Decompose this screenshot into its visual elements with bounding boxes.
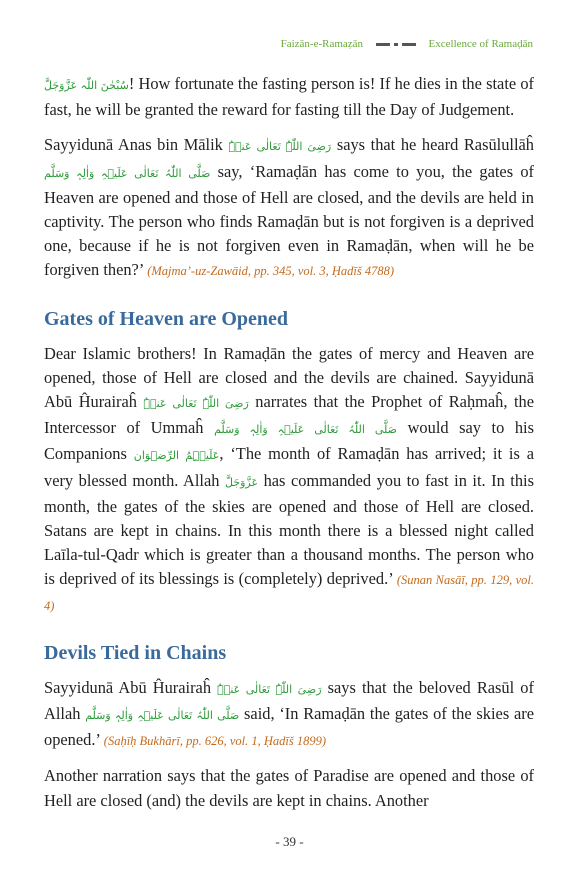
reference: (Majma’-uz-Zawāid, pp. 345, vol. 3, Ḥadīš 4788)	[147, 264, 395, 279]
page-body	[44, 72, 534, 813]
arabic-phrase: صَلَّی اللّٰہُ تَعَالٰی عَلَیۡہِ وَاٰلِہٖ وَسَلَّم	[214, 423, 398, 437]
paragraph-3: Dear Islamic brothers! In Ramaḍān the gates of mercy and Heaven are opened, those of Hell are closed and the devils are chained. Sayyidunā Abū Ĥurairaĥ رَضِیَ اللّٰہُ تَعَالٰی عَنۡہُ narrates that the Prophet of Raḥmaĥ, the Intercessor of Ummaĥ صَلَّی اللّٰہُ تَعَالٰی عَلَیۡہِ وَاٰلِہٖ وَسَلَّم would say to his Companions عَلَیۡہِمُ الرِّضۡوَان, ‘The month of Ramaḍān has arrived; it is a very blessed month. Allah عَزَّوَجَلَّ has commanded you to fast in it. In this month, the gates of the skies are opened and those of Hell are closed. Satans are kept in chains. In this month there is a blessed night called Laīla-tul-Qadr which is greater than a thousand months. The person who is deprived of its blessings is (completely) deprived.’ (Sunan Nasāī, pp. 129, vol. 4)	[44, 343, 534, 613]
arabic-phrase: عَلَیۡہِمُ الرِّضۡوَان	[133, 449, 220, 463]
paragraph-5: Another narration says that the gates of Paradise are opened and those of Hell are closed (and) the devils are kept in chains. Another	[44, 766, 534, 810]
paragraph-2: Sayyidunā Anas bin Mālik رَضِیَ اللّٰہُ تَعَالٰی عَنۡہُ says that he heard Rasūlullāĥ صَلَّی اللّٰہُ تَعَالٰی عَلَیۡہِ وَاٰلِہٖ وَسَلَّم say, ‘Ramaḍān has come to you, the gates of Heaven are opened and those of Hell are closed, and the devils are held in captivity. The person who finds Ramaḍān but is not forgiven is a deprived one, because if he is not forgiven even in Ramaḍān, when will he be forgiven then?’ (Majma’-uz-Zawāid, pp. 345, vol. 3, Ḥadīš 4788)	[44, 135, 534, 280]
arabic-phrase: صَلَّی اللّٰہُ تَعَالٰی عَلَیۡہِ وَاٰلِہٖ وَسَلَّم	[44, 166, 211, 180]
paragraph-4: Sayyidunā Abū Ĥurairaĥ رَضِیَ اللّٰہُ تَعَالٰی عَنۡہُ says that the beloved Rasūl of Allah صَلَّی اللّٰہُ تَعَالٰی عَلَیۡہِ وَاٰلِہٖ وَسَلَّم said, ‘In Ramaḍān the gates of the skies are opened.’ (Saḥīḥ Bukhārī, pp. 626, vol. 1, Ḥadīš 1899)	[44, 677, 534, 750]
paragraph-1: سُبْحٰنَ اللّٰہ عَزَّوَجَلَّ! How fortunate the fasting person is! If he dies in the state of fast, he will be granted the reward for fasting till the Day of Judgement.	[44, 74, 535, 120]
arabic-phrase: صَلَّی اللّٰہُ تَعَالٰی عَلَیۡہِ وَاٰلِہٖ وَسَلَّم	[85, 709, 240, 723]
header-separator	[374, 38, 418, 50]
reference: (Sunan Nasāī, pp. 129, vol. 4)	[44, 573, 534, 613]
arabic-phrase: رَضِیَ اللّٰہُ تَعَالٰی عَنۡہُ	[143, 397, 249, 411]
section-heading: Gates of Heaven are Opened	[44, 307, 289, 330]
running-header	[46, 38, 533, 50]
book-title: Faizān-e-Ramaẓān	[280, 38, 364, 50]
arabic-phrase: سُبْحٰنَ اللّٰہ عَزَّوَجَلَّ	[44, 79, 129, 92]
arabic-phrase: رَضِیَ اللّٰہُ تَعَالٰی عَنۡہُ	[228, 140, 332, 154]
arabic-phrase: رَضِیَ اللّٰہُ تَعَالٰی عَنۡہُ	[217, 682, 322, 696]
chapter-title: Excellence of Ramaḍān	[428, 38, 533, 50]
section-heading: Devils Tied in Chains	[44, 641, 227, 664]
arabic-phrase: عَزَّوَجَلَّ	[224, 475, 259, 489]
reference: (Saḥīḥ Bukhārī, pp. 626, vol. 1, Ḥadīš 1899)	[103, 734, 326, 749]
page-number: - 39 -	[275, 834, 304, 849]
